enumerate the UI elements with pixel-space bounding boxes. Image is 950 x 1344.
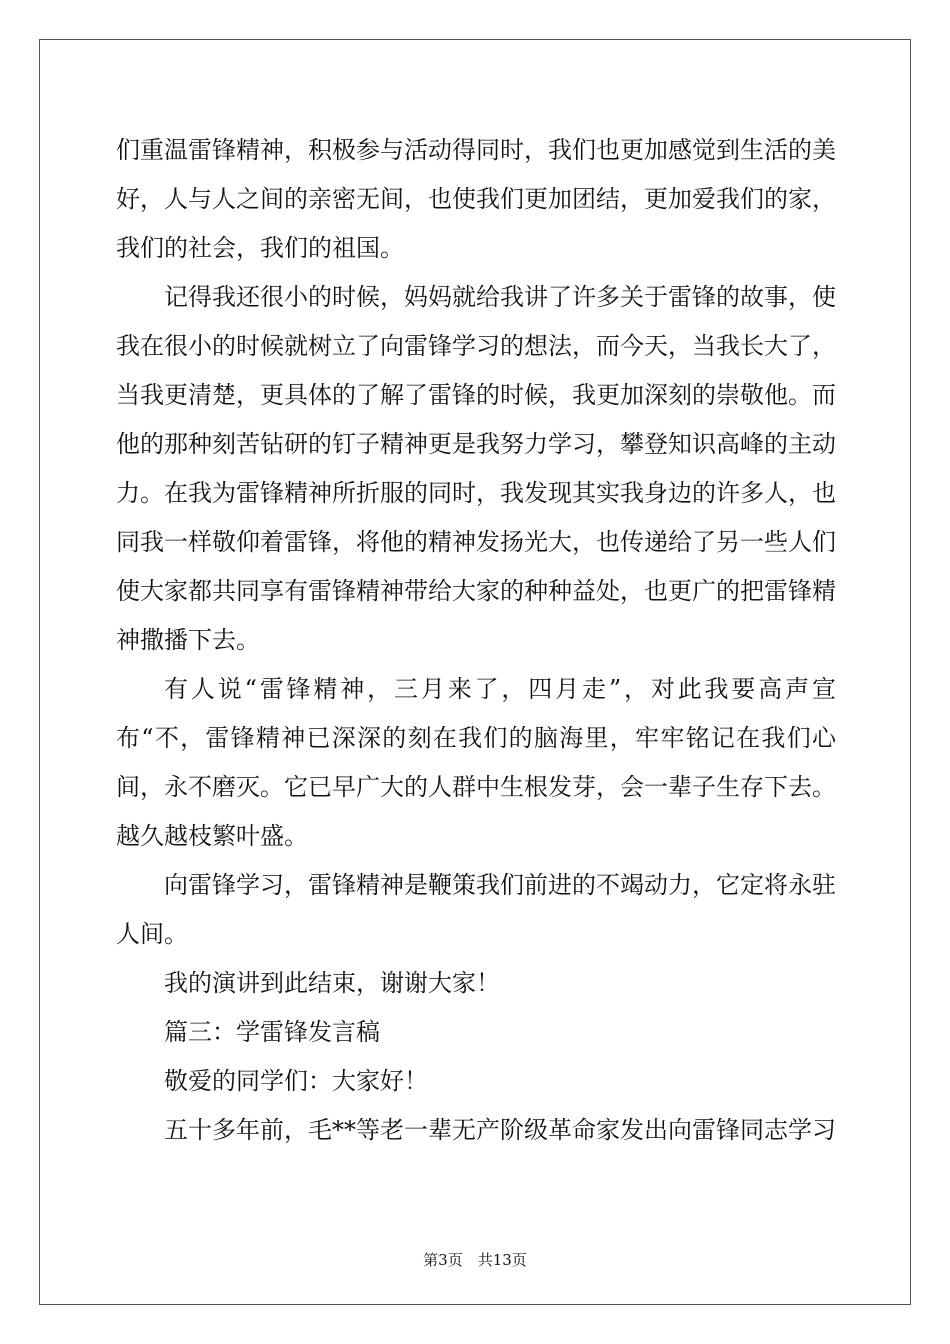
paragraph-continuation: 们重温雷锋精神，积极参与活动得同时，我们也更加感觉到生活的美好，人与人之间的亲密无间，也使我们更加团结，更加爱我们的家，我们的社会，我们的祖国。 [116,136,836,262]
paragraph-closing: 我的演讲到此结束，谢谢大家！ [164,969,500,997]
paragraph-learn-from-leifeng: 向雷锋学习，雷锋精神是鞭策我们前进的不竭动力，它定将永驻人间。 [116,871,836,948]
document-body [116,126,836,1155]
paragraph-intro: 五十多年前，毛**等老一辈无产阶级革命家发出向雷锋同志学习 [164,1116,836,1144]
greeting: 敬爱的同学们：大家好！ [164,1067,428,1095]
paragraph-childhood-memory: 记得我还很小的时候，妈妈就给我讲了许多关于雷锋的故事，使我在很小的时候就树立了向雷锋学习的想法，而今天，当我长大了，当我更清楚，更具体的了解了雷锋的时候，我更加深刻的崇敬他。而他的那种刻苦钻研的钉子精神更是我努力学习，攀登知识高峰的主动力。在我为雷锋精神所折服的同时，我发现其实我身边的许多人，也同我一样敬仰着雷锋，将他的精神发扬光大，也传递给了另一些人们使大家都共同享有雷锋精神带给大家的种种益处，也更广的把雷锋精神撒播下去。 [116,283,836,654]
page-number: 第3页 共13页 [423,1251,527,1269]
section-heading: 篇三：学雷锋发言稿 [164,1018,380,1046]
paragraph-spirit-lasting: 有人说“雷锋精神，三月来了，四月走”，对此我要高声宣布“不，雷锋精神已深深的刻在我们的脑海里，牢牢铭记在我们心间，永不磨灭。它已早广大的人群中生根发芽，会一辈子生存下去。越久越枝繁叶盛。 [116,675,836,850]
